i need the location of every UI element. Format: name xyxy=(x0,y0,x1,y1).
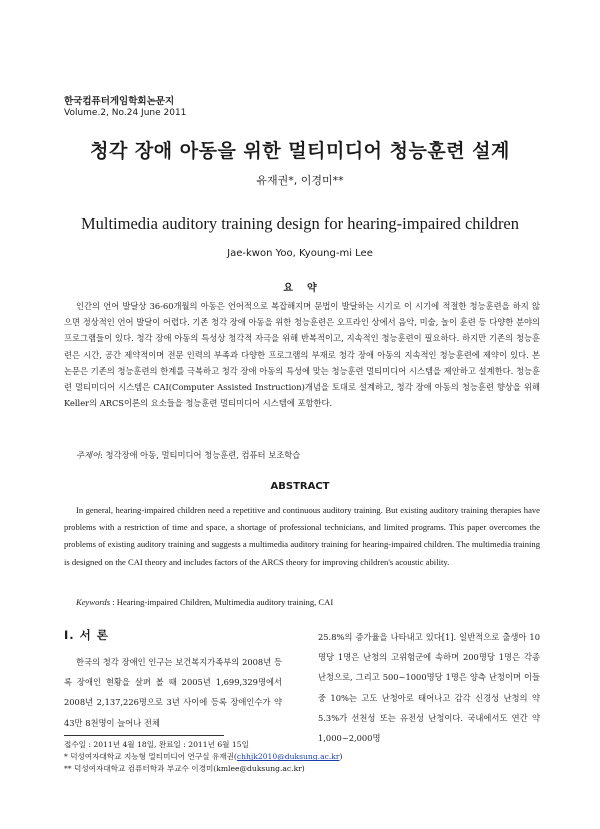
keywords-english xyxy=(76,597,333,607)
keywords-korean-value: : 청각장애 아동, 멀티미디어 청능훈련, 컴퓨터 보조학습 xyxy=(100,450,301,460)
footnote-author1-text: * 덕성여자대학교 지능형 멀티미디어 연구실 유재권( xyxy=(64,752,237,762)
journal-volume: Volume.2, No.24 June 2011 xyxy=(64,108,187,118)
footnote-author1 xyxy=(64,751,343,763)
footnote-author1-close: ) xyxy=(339,752,343,762)
title-english: Multimedia auditory training design for hearing-impaired children xyxy=(80,214,520,233)
abstract-korean-heading: 요 약 xyxy=(283,283,317,294)
abstract-english-heading: ABSTRACT xyxy=(270,481,330,492)
footnote-divider xyxy=(64,735,224,736)
keywords-english-label: Keywords xyxy=(76,597,111,607)
journal-name: 한국컴퓨터게임학회논문지 xyxy=(64,96,175,107)
footnotes xyxy=(64,739,343,776)
authors-korean: 유재권*, 이경미** xyxy=(256,174,344,187)
title-korean: 청각 장애 아동을 위한 멀티미디어 청능훈련 설계 xyxy=(90,140,510,162)
abstract-english: In general, hearing-impaired children need a repetitive and continuous auditory training. But existing auditory training therapies have problems with a restriction of time and space, a shortage of professional technicians, and limited programs. This paper overcomes the problems of existing auditory training and suggests a multimedia auditory training for hearing-impaired children. The multimedia training is designed on the CAI theory and includes factors of the ARCS theory for improving children's acoustic ability. xyxy=(64,505,540,567)
author1-email-link[interactable]: chhjk2010@duksung.ac.kr xyxy=(236,752,340,762)
section-title-introduction: Ⅰ. 서 론 xyxy=(64,628,109,642)
journal-header xyxy=(64,96,186,119)
keywords-english-value: : Hearing-impaired Children, Multimedia auditory training, CAI xyxy=(110,597,334,607)
keywords-korean xyxy=(76,449,300,461)
introduction-left-column: 한국의 청각 장애인 인구는 보건복지가족부의 2008년 등록 장애인 현황을 살펴 볼 때 2005년 1,699,329명에서 2008년 2,137,226명으로 3년 사이에 등록 장애인수가 약 43만 8천명이 늘어나 전체 xyxy=(64,657,282,728)
authors-english: Jae-kwon Yoo, Kyoung-mi Lee xyxy=(227,248,373,259)
footnote-received: 접수일 : 2011년 4월 18일, 완료일 : 2011년 6월 15일 xyxy=(64,740,249,749)
introduction-right-column: 25.8%의 증가율을 나타내고 있다[1]. 일반적으로 출생아 10명당 1명은 난청의 고위험군에 속하며 200명당 1명은 각종 난청으로, 그리고 500~1000명당 1명은 양측 난청이며 이들 중 10%는 고도 난청아로 태어나고 감각 신경성 난청의 약 5.3%가 선천성 또는 유전성 난청이다. 국내에서도 연간 약 1,000~2,000명 xyxy=(318,632,540,744)
abstract-korean: 인간의 언어 발달상 36-60개월의 아동은 언어적으로 복잡해지며 문법이 발달하는 시기로 이 시기에 적절한 청능훈련을 하지 않으면 정상적인 언어 발달이 어렵다. 기존 청각 장애 아동을 위한 청능훈련은 오프라인 상에서 음악, 미술, 놀이 훈련 등 다양한 분야의 프로그램들이 있다. 청각 장애 아동의 특성상 청각적 자극을 위해 반복적이고, 지속적인 청능훈련이 필요하다. 하지만 기존의 청능훈련은 시간, 공간 제약적이며 전문 인력의 부족과 다양한 프로그램의 부재로 청각 장애 아동의 지속적인 청능훈련에 제약이 있다. 본 논문은 기존의 청능훈련의 한계를 극복하고 청각 장애 아동의 특성에 맞는 청능훈련 멀티미디어 시스템을 제안하고 설계한다. 청능훈련 멀티미디어 시스템은 CAI(Computer Assisted Instruction)개념을 토대로 설계하고, 청각 장애 아동의 청능훈련 향상을 위해 Keller의 ARCS이론의 요소들을 청능훈련 멀티미디어 시스템에 포함한다. xyxy=(64,301,540,409)
footnote-author2: ** 덕성여자대학교 컴퓨터학과 부교수 이경미(kmlee@duksung.ac.kr) xyxy=(64,764,305,774)
keywords-korean-label: 주제어 xyxy=(76,450,101,460)
